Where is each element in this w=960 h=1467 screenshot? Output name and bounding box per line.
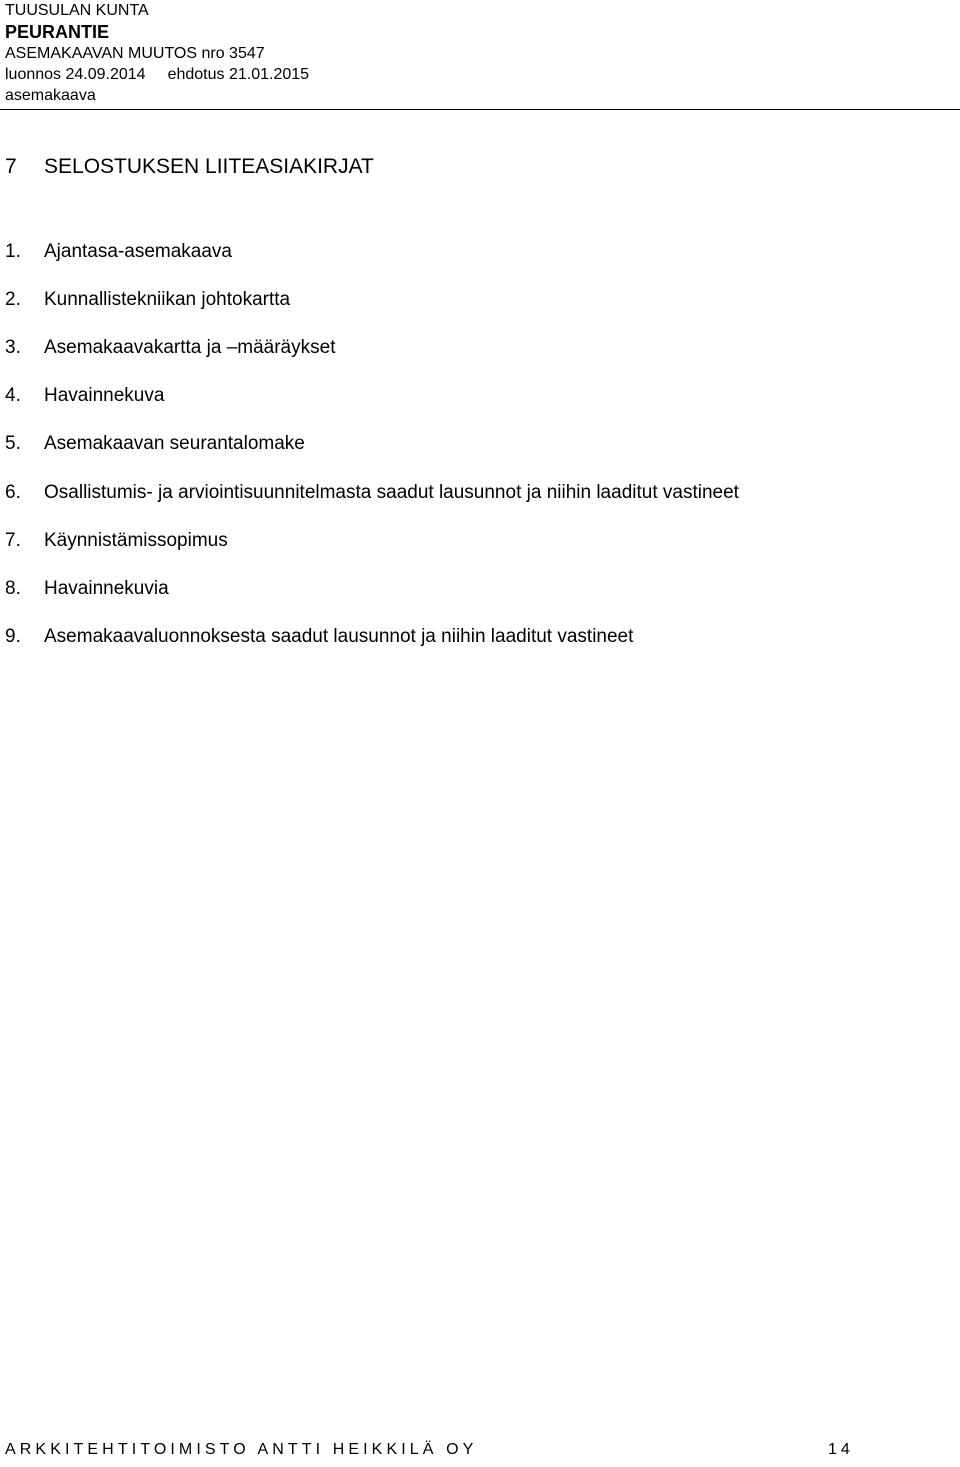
footer-company-name: ARKKITEHTITOIMISTO ANTTI HEIKKILÄ OY — [5, 1441, 478, 1458]
list-item-number: 8. — [5, 578, 21, 599]
list-item — [5, 384, 164, 408]
list-item-number: 3. — [5, 337, 21, 358]
list-item-text: Käynnistämissopimus — [44, 530, 228, 551]
list-item — [5, 481, 739, 505]
plan-dates — [5, 64, 960, 85]
list-item-text: Osallistumis- ja arviointisuunnitelmasta saadut lausunnot ja niihin laaditut vastineet — [44, 482, 739, 503]
document-header — [5, 0, 960, 106]
draft-date: luonnos 24.09.2014 — [5, 66, 146, 83]
list-item-number: 1. — [5, 241, 21, 262]
municipality-name: TUUSULAN KUNTA — [5, 2, 149, 19]
list-item-text: Havainnekuvia — [44, 578, 169, 599]
list-item-number: 6. — [5, 482, 21, 503]
list-item-text: Asemakaavaluonnoksesta saadut lausunnot ja niihin laaditut vastineet — [44, 626, 634, 647]
list-item-number: 5. — [5, 433, 21, 454]
list-item-text: Kunnallistekniikan johtokartta — [44, 289, 291, 310]
list-item-number: 2. — [5, 289, 21, 310]
document-type: asemakaava — [5, 87, 96, 104]
section-title: SELOSTUKSEN LIITEASIAKIRJAT — [44, 155, 374, 178]
plan-change-number: ASEMAKAAVAN MUUTOS nro 3547 — [5, 45, 265, 62]
list-item-text: Havainnekuva — [44, 385, 165, 406]
list-item — [5, 577, 169, 601]
list-item-text: Ajantasa-asemakaava — [44, 241, 232, 262]
list-item — [5, 432, 305, 456]
list-item-number: 4. — [5, 385, 21, 406]
section-heading — [5, 155, 374, 179]
list-item — [5, 529, 228, 553]
list-item — [5, 288, 290, 312]
proposal-date: ehdotus 21.01.2015 — [167, 66, 310, 83]
project-name: PEURANTIE — [5, 22, 110, 42]
list-item-number: 9. — [5, 626, 21, 647]
list-item-text: Asemakaavakartta ja –määräykset — [44, 337, 336, 358]
list-item — [5, 336, 335, 360]
section-number: 7 — [5, 155, 17, 178]
header-divider — [0, 109, 960, 110]
list-item — [5, 625, 633, 649]
page-number: 14 — [828, 1441, 854, 1458]
list-item-number: 7. — [5, 530, 21, 551]
list-item-text: Asemakaavan seurantalomake — [44, 433, 305, 454]
list-item — [5, 240, 232, 264]
